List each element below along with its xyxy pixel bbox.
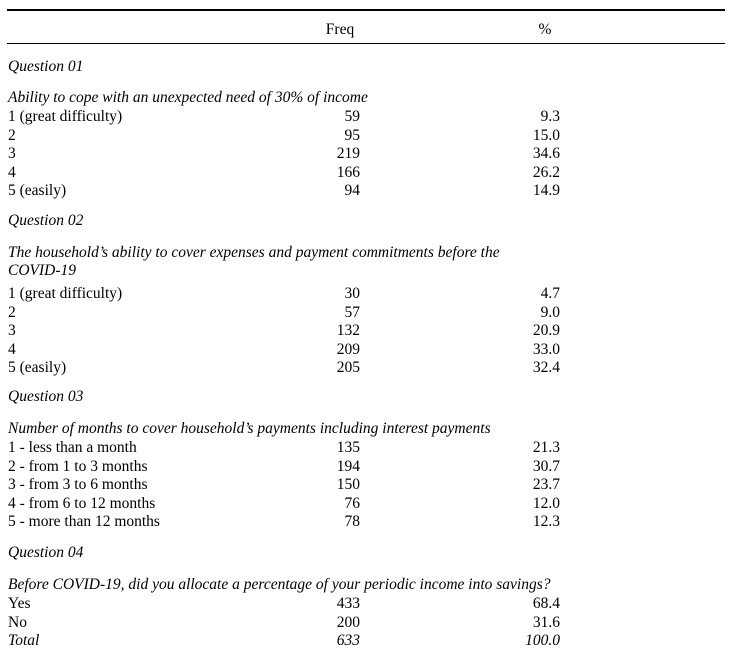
row-percent: 21.3 bbox=[532, 439, 560, 456]
row-freq: 194 bbox=[336, 457, 360, 475]
table-row bbox=[0, 358, 731, 377]
total-row bbox=[0, 631, 731, 650]
row-freq: 200 bbox=[336, 613, 360, 631]
row-percent: 12.0 bbox=[532, 494, 560, 512]
row-label: 2 - from 1 to 3 months bbox=[8, 457, 148, 475]
row-percent: 30.7 bbox=[532, 457, 560, 475]
table-row bbox=[0, 613, 731, 632]
row-freq: 132 bbox=[336, 322, 360, 339]
table-row bbox=[0, 284, 731, 303]
row-freq: 219 bbox=[336, 145, 360, 162]
row-percent: 9.0 bbox=[540, 303, 560, 321]
total-freq: 633 bbox=[336, 632, 360, 649]
row-percent: 32.4 bbox=[532, 359, 560, 376]
row-freq: 57 bbox=[344, 303, 360, 321]
section-question-text: COVID-19 bbox=[8, 262, 77, 279]
section-title: Question 01 bbox=[8, 58, 84, 75]
row-label: No bbox=[8, 613, 27, 631]
row-label: 3 bbox=[8, 322, 16, 339]
table-row bbox=[0, 475, 731, 494]
section-title: Question 02 bbox=[8, 212, 84, 229]
row-freq: 135 bbox=[336, 439, 360, 456]
total-label: Total bbox=[8, 632, 40, 649]
row-percent: 20.9 bbox=[532, 322, 560, 339]
table-row bbox=[0, 438, 731, 457]
row-freq: 94 bbox=[344, 182, 360, 199]
table-header-rule bbox=[7, 43, 725, 44]
row-freq: 150 bbox=[336, 476, 360, 493]
row-freq: 78 bbox=[344, 513, 360, 530]
row-freq: 59 bbox=[344, 108, 360, 125]
table-row bbox=[0, 594, 731, 613]
table-row bbox=[0, 494, 731, 513]
row-label: 4 bbox=[8, 163, 16, 181]
table-row bbox=[0, 457, 731, 476]
table-row bbox=[0, 181, 731, 200]
row-label: 1 - less than a month bbox=[8, 439, 137, 456]
row-freq: 76 bbox=[344, 494, 360, 512]
row-freq: 95 bbox=[344, 126, 360, 144]
table-row bbox=[0, 126, 731, 145]
table-row bbox=[0, 163, 731, 182]
row-percent: 23.7 bbox=[532, 476, 560, 493]
row-percent: 34.6 bbox=[532, 145, 560, 162]
row-label: Yes bbox=[8, 595, 31, 612]
row-label: 3 - from 3 to 6 months bbox=[8, 476, 148, 493]
column-header-percent: % bbox=[538, 21, 552, 38]
section-question-text: Before COVID-19, did you allocate a percentage of your periodic income into savings? bbox=[8, 576, 551, 593]
table-row bbox=[0, 144, 731, 163]
table-top-rule bbox=[7, 9, 725, 11]
row-freq: 209 bbox=[336, 340, 360, 358]
section-question-text: Number of months to cover household’s payments including interest payments bbox=[8, 420, 491, 437]
section-question-text: Ability to cope with an unexpected need of 30% of income bbox=[8, 89, 368, 106]
section-question-text: The household’s ability to cover expenses and payment commitments before the bbox=[8, 244, 500, 261]
row-label: 3 bbox=[8, 145, 16, 162]
section-title: Question 04 bbox=[8, 544, 84, 561]
section-title: Question 03 bbox=[8, 388, 84, 405]
row-label: 5 (easily) bbox=[8, 182, 67, 199]
row-label: 1 (great difficulty) bbox=[8, 285, 123, 302]
table-row bbox=[0, 340, 731, 359]
table-row bbox=[0, 107, 731, 126]
row-percent: 9.3 bbox=[540, 108, 560, 125]
row-percent: 31.6 bbox=[532, 613, 560, 631]
table-row bbox=[0, 321, 731, 340]
row-percent: 26.2 bbox=[532, 163, 560, 181]
row-label: 2 bbox=[8, 126, 16, 144]
row-percent: 4.7 bbox=[540, 285, 560, 302]
row-label: 5 - more than 12 months bbox=[8, 513, 160, 530]
row-label: 1 (great difficulty) bbox=[8, 108, 123, 125]
row-label: 2 bbox=[8, 303, 16, 321]
row-percent: 15.0 bbox=[532, 126, 560, 144]
row-freq: 30 bbox=[344, 285, 360, 302]
row-percent: 68.4 bbox=[532, 595, 560, 612]
row-percent: 33.0 bbox=[532, 340, 560, 358]
row-label: 4 bbox=[8, 340, 16, 358]
row-freq: 205 bbox=[336, 359, 360, 376]
row-freq: 433 bbox=[336, 595, 360, 612]
total-percent: 100.0 bbox=[525, 632, 560, 649]
table-row bbox=[0, 512, 731, 531]
table-row bbox=[0, 303, 731, 322]
row-percent: 12.3 bbox=[532, 513, 560, 530]
row-label: 5 (easily) bbox=[8, 359, 67, 376]
row-percent: 14.9 bbox=[532, 182, 560, 199]
row-label: 4 - from 6 to 12 months bbox=[8, 494, 156, 512]
column-header-freq: Freq bbox=[325, 21, 355, 38]
row-freq: 166 bbox=[336, 163, 360, 181]
